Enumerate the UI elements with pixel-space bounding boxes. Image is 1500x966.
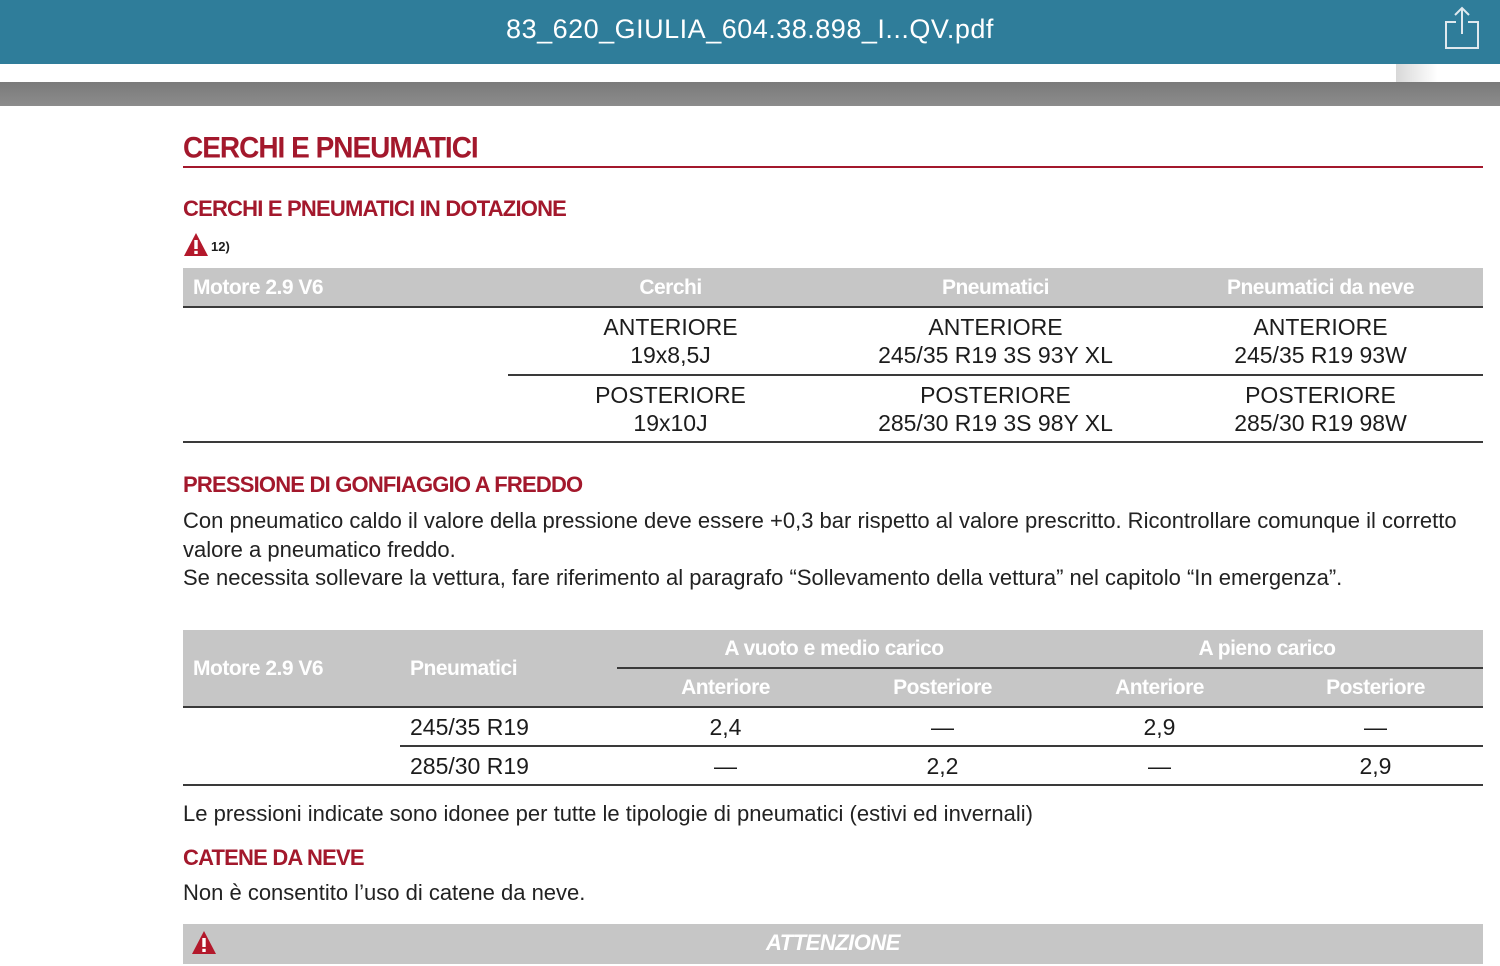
warning-triangle-icon <box>183 232 209 258</box>
attention-banner <box>183 924 1483 964</box>
col-header-front: Anteriore <box>681 676 770 699</box>
subsection-title-rims: CERCHI E PNEUMATICI IN DOTAZIONE <box>183 196 567 221</box>
col-group-empty-load: A vuoto e medio carico <box>724 637 944 660</box>
viewer-toolbar <box>0 0 1500 64</box>
table-cell: ANTERIORE 245/35 R19 93W <box>1234 314 1407 368</box>
table-rule <box>183 706 1483 708</box>
page-header-band <box>0 82 1500 106</box>
page-top-margin <box>0 64 1500 82</box>
col-header-engine: Motore 2.9 V6 <box>193 276 324 299</box>
col-header-rear: Posteriore <box>893 676 992 699</box>
share-icon[interactable] <box>1444 6 1480 50</box>
pressure-note: Le pressioni indicate sono idonee per tutte le tipologie di pneumatici (estivi ed invernali) <box>183 801 1033 826</box>
table-rule <box>400 745 1483 747</box>
table-cell: POSTERIORE 285/30 R19 98W <box>1234 382 1407 436</box>
table-rule <box>183 441 1483 443</box>
table-cell: — <box>1364 714 1387 740</box>
table-cell: — <box>714 753 737 779</box>
col-header-tyres: Pneumatici <box>941 276 1050 299</box>
table-cell: 285/30 R19 <box>410 753 529 779</box>
col-header-front: Anteriore <box>1115 676 1204 699</box>
col-header-rear: Posteriore <box>1326 676 1425 699</box>
table-rule <box>183 306 1483 308</box>
chains-text: Non è consentito l’uso di catene da neve. <box>183 880 586 905</box>
pressure-paragraph: Con pneumatico caldo il valore della pressione deve essere +0,3 bar rispetto al valore prescritto. Ricontrollare comunque il corretto valore a pneumatico freddo. Se necessita sollevare la vettura, fare riferimento al paragrafo “Sollevamento della vettura” nel capitolo “In emergenza”. <box>183 508 1457 590</box>
table-cell: — <box>1148 753 1171 779</box>
table-rule <box>617 667 1483 669</box>
table-cell: ANTERIORE 245/35 R19 3S 93Y XL <box>878 314 1113 368</box>
subsection-title-chains: CATENE DA NEVE <box>183 845 364 870</box>
attention-label: ATTENZIONE <box>766 930 900 955</box>
table-cell: 2,9 <box>1143 714 1176 740</box>
col-group-full-load: A pieno carico <box>1198 637 1336 660</box>
table-rule <box>508 374 1483 376</box>
col-header-rims: Cerchi <box>639 276 702 299</box>
warning-reference: 12) <box>211 239 230 254</box>
table-cell: 2,9 <box>1359 753 1392 779</box>
col-header-snow-tyres: Pneumatici da neve <box>1226 276 1415 299</box>
table-cell: 2,2 <box>926 753 959 779</box>
table-cell: ANTERIORE 19x8,5J <box>603 314 738 368</box>
table-cell: 245/35 R19 <box>410 714 529 740</box>
section-title-rule <box>183 166 1483 168</box>
table-cell: POSTERIORE 285/30 R19 3S 98Y XL <box>878 382 1113 436</box>
page-edge-shadow <box>1396 64 1500 82</box>
table-rule <box>183 784 1483 786</box>
section-title: CERCHI E PNEUMATICI <box>183 131 478 164</box>
col-header-tyres: Pneumatici <box>410 657 518 680</box>
table-cell: 2,4 <box>709 714 742 740</box>
table-cell: — <box>931 714 954 740</box>
document-title: 83_620_GIULIA_604.38.898_I...QV.pdf <box>506 14 994 44</box>
subsection-title-pressure: PRESSIONE DI GONFIAGGIO A FREDDO <box>183 472 583 497</box>
table-cell: POSTERIORE 19x10J <box>595 382 746 436</box>
col-header-engine: Motore 2.9 V6 <box>193 657 324 680</box>
